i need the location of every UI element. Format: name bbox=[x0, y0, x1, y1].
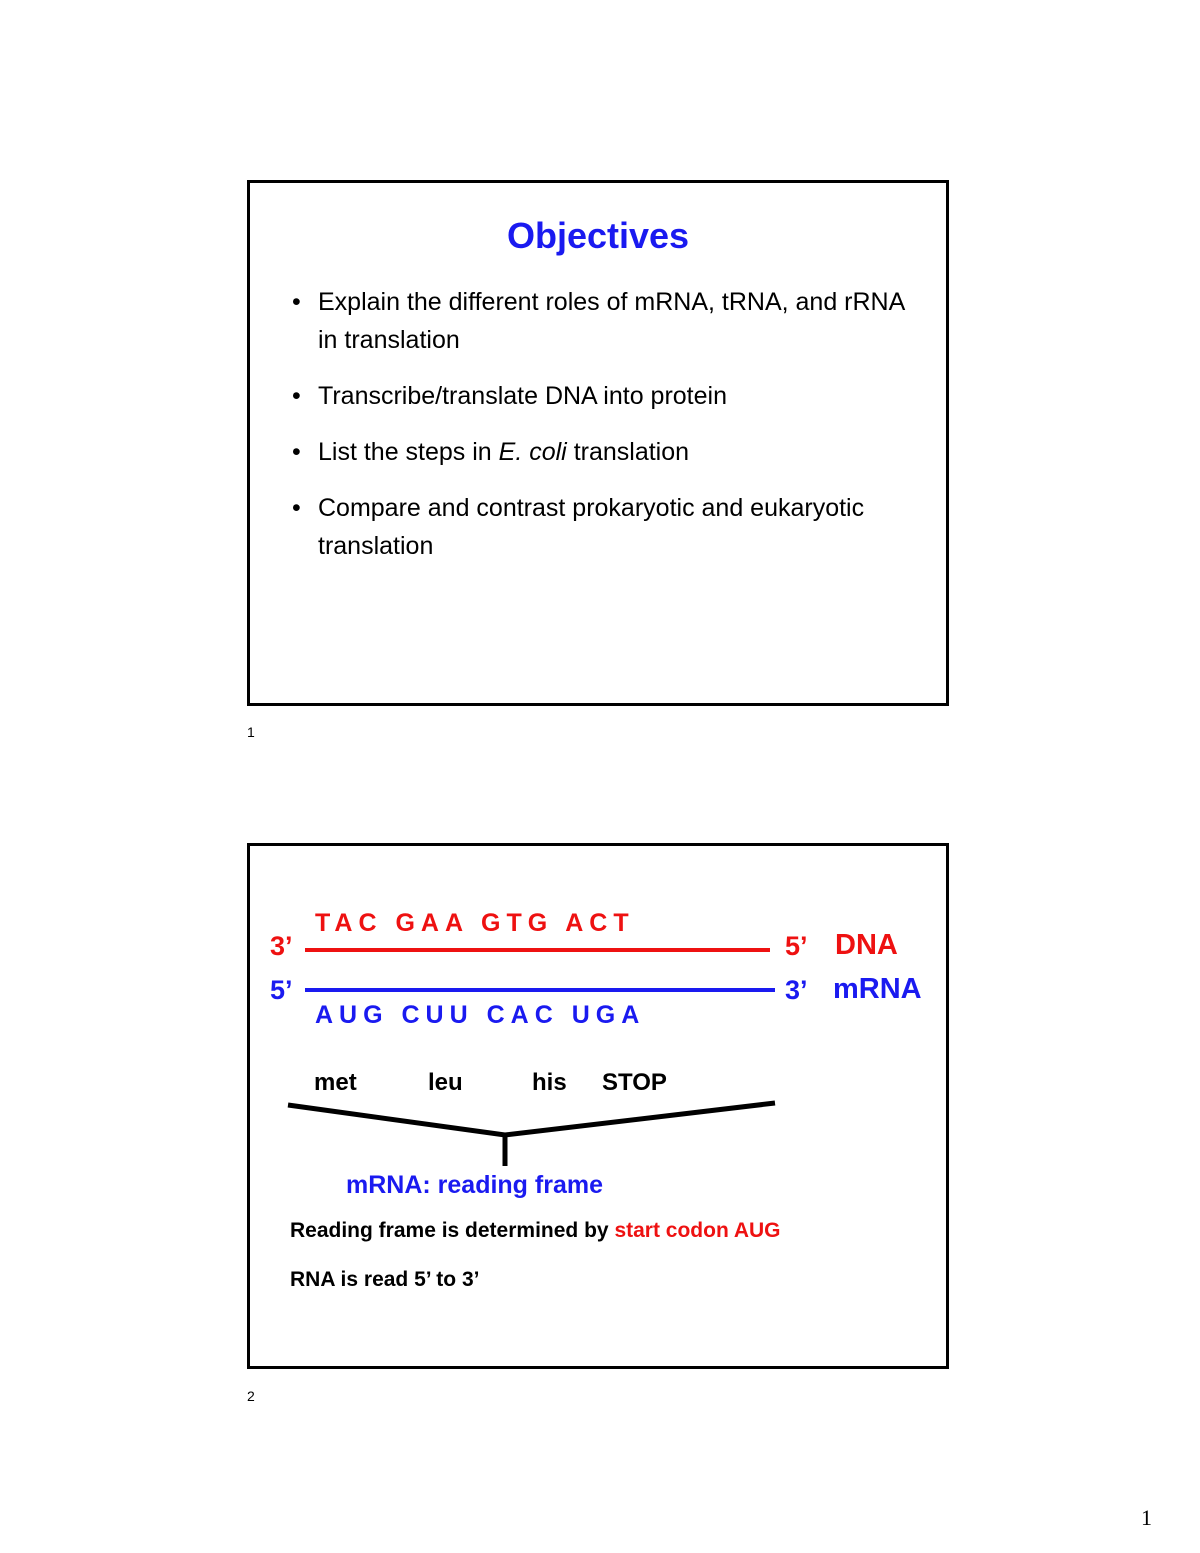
bullet-icon: • bbox=[292, 288, 301, 316]
page-number: 1 bbox=[1141, 1505, 1152, 1530]
list-item: • Compare and contrast prokaryotic and eukaryotic translation bbox=[288, 489, 918, 565]
dna-codons: TAC GAA GTG ACT bbox=[315, 909, 635, 937]
slide-title: Objectives bbox=[506, 215, 690, 256]
slide-number: 2 bbox=[247, 1388, 255, 1404]
bullet-icon: • bbox=[292, 494, 301, 522]
amino-acid: STOP bbox=[602, 1069, 667, 1096]
mrna-5-prime-end: 5’ bbox=[270, 975, 293, 1005]
dna-5-prime-end: 5’ bbox=[785, 931, 808, 961]
reading-frame-label: mRNA: reading frame bbox=[346, 1171, 603, 1199]
amino-acid: his bbox=[532, 1069, 567, 1096]
slide-reading-frame bbox=[247, 843, 949, 1369]
dna-3-prime-end: 3’ bbox=[270, 931, 293, 961]
mrna-label: mRNA bbox=[833, 973, 922, 1005]
bullet-icon: • bbox=[292, 438, 301, 466]
bullet-icon: • bbox=[292, 382, 301, 410]
note-read-direction: RNA is read 5’ to 3’ bbox=[290, 1268, 480, 1291]
mrna-3-prime-end: 3’ bbox=[785, 975, 808, 1005]
amino-acid: leu bbox=[428, 1069, 463, 1096]
slide-number: 1 bbox=[247, 724, 255, 740]
list-item: • Transcribe/translate DNA into protein bbox=[288, 377, 918, 415]
slide-objectives bbox=[247, 180, 949, 706]
amino-acid: met bbox=[314, 1069, 357, 1096]
objectives-list bbox=[288, 283, 918, 583]
mrna-codons: AUG CUU CAC UGA bbox=[315, 1001, 646, 1029]
list-item: • Explain the different roles of mRNA, tRNA, and rRNA in translation bbox=[288, 283, 918, 359]
dna-label: DNA bbox=[835, 929, 898, 961]
list-item: • List the steps in E. coli translation bbox=[288, 433, 918, 471]
note-start-codon: Reading frame is determined by start codon AUG bbox=[290, 1219, 781, 1242]
